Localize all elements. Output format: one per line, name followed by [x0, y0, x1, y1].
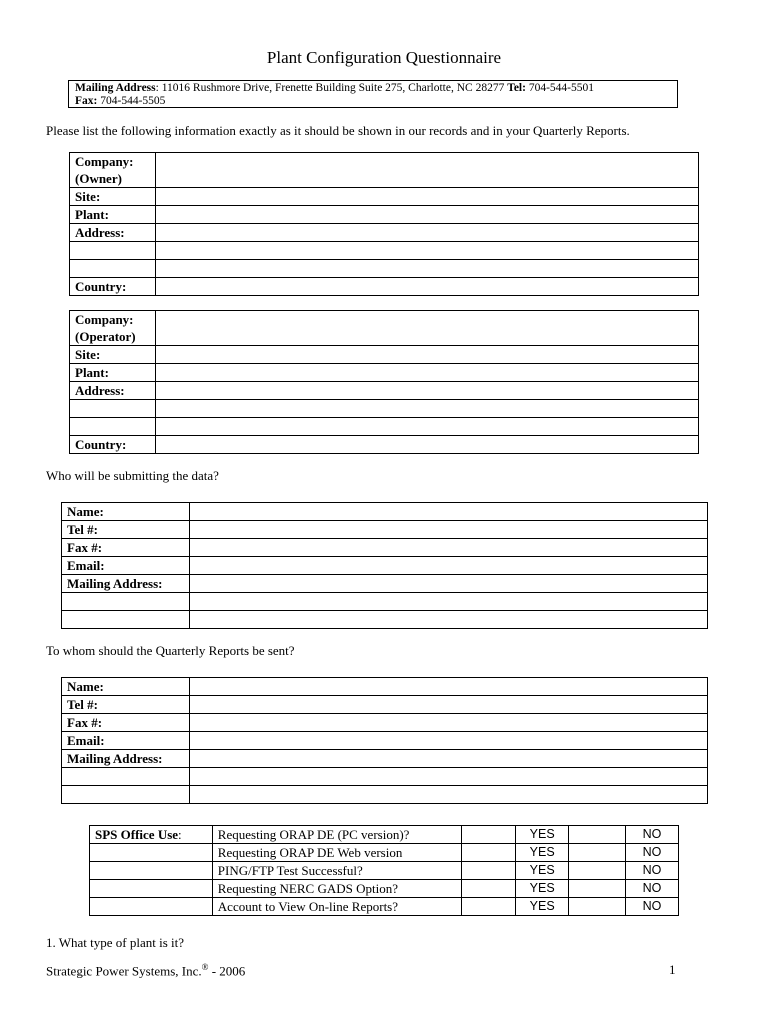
footer-year: - 2006: [208, 963, 246, 979]
table-row: [70, 206, 699, 224]
operator-address-field-3[interactable]: [156, 418, 699, 436]
table-row: [62, 678, 708, 696]
owner-address-label-blank: [70, 260, 156, 278]
table-row: [70, 418, 699, 436]
operator-company-field[interactable]: [156, 311, 699, 346]
reports-table: [61, 677, 708, 804]
table-row: [62, 503, 708, 521]
intro-text: Please list the following information exactly as it should be shown in our records and in your Quarterly Reports.: [46, 123, 630, 138]
table-row: [62, 593, 708, 611]
table-row: [70, 311, 699, 346]
submitter-mailing-field-2[interactable]: [190, 593, 708, 611]
registered-mark: ®: [201, 962, 209, 972]
owner-company-label: [70, 153, 156, 188]
reports-fax-field[interactable]: [190, 714, 708, 732]
mailing-line-2: [75, 95, 671, 108]
table-row: [62, 768, 708, 786]
owner-address-field-3[interactable]: [156, 260, 699, 278]
table-row: [62, 696, 708, 714]
owner-country-label: Country:: [70, 278, 156, 296]
table-row: [70, 224, 699, 242]
office-row-blank[interactable]: [569, 844, 626, 862]
reports-name-label: Name:: [62, 678, 190, 696]
table-row: [62, 714, 708, 732]
owner-company-text: Company:: [75, 154, 134, 169]
office-row-label: Requesting ORAP DE (PC version)?: [212, 826, 462, 844]
reports-tel-label: Tel #:: [62, 696, 190, 714]
owner-address-label: Address:: [70, 224, 156, 242]
office-blank-cell: [90, 844, 213, 862]
office-row-blank[interactable]: [462, 862, 516, 880]
operator-site-field[interactable]: [156, 346, 699, 364]
owner-company-sub: (Owner): [75, 171, 122, 186]
submitter-mailing-label-blank: [62, 611, 190, 629]
submitter-tel-field[interactable]: [190, 521, 708, 539]
operator-company-sub: (Operator): [75, 329, 136, 344]
owner-address-field-2[interactable]: [156, 242, 699, 260]
table-row: [70, 346, 699, 364]
tel-number: 704-544-5501: [525, 82, 594, 94]
question-submitter: Who will be submitting the data?: [46, 468, 219, 483]
table-row: [90, 880, 679, 898]
owner-company-field[interactable]: [156, 153, 699, 188]
operator-table: [69, 310, 699, 454]
table-row: [70, 382, 699, 400]
operator-address-field-2[interactable]: [156, 400, 699, 418]
mailing-address-text: : 11016 Rushmore Drive, Frenette Building Suite 275, Charlotte, NC 28277: [155, 82, 508, 94]
owner-address-label-blank: [70, 242, 156, 260]
operator-address-field[interactable]: [156, 382, 699, 400]
owner-country-field[interactable]: [156, 278, 699, 296]
submitter-table: [61, 502, 708, 629]
submitter-mailing-label: Mailing Address:: [62, 575, 190, 593]
table-row: [62, 732, 708, 750]
table-row: [70, 436, 699, 454]
reports-tel-field[interactable]: [190, 696, 708, 714]
office-no[interactable]: NO: [626, 862, 679, 880]
question-1: 1. What type of plant is it?: [46, 935, 185, 950]
table-row: [70, 364, 699, 382]
office-use-table: [89, 825, 679, 916]
operator-company-text: Company:: [75, 312, 134, 327]
table-row: [62, 611, 708, 629]
office-blank-cell: [90, 862, 213, 880]
page-number: 1: [669, 962, 676, 977]
owner-plant-field[interactable]: [156, 206, 699, 224]
office-no[interactable]: NO: [626, 880, 679, 898]
table-row: [62, 539, 708, 557]
fax-label: Fax:: [75, 95, 98, 107]
submitter-name-field[interactable]: [190, 503, 708, 521]
submitter-fax-label: Fax #:: [62, 539, 190, 557]
operator-plant-field[interactable]: [156, 364, 699, 382]
submitter-email-field[interactable]: [190, 557, 708, 575]
owner-table: [69, 152, 699, 296]
table-row: [62, 521, 708, 539]
table-row: [70, 188, 699, 206]
office-blank-cell: [90, 880, 213, 898]
owner-address-field[interactable]: [156, 224, 699, 242]
page-title: Plant Configuration Questionnaire: [266, 48, 502, 67]
footer: [46, 962, 245, 979]
operator-site-label: Site:: [70, 346, 156, 364]
table-row: [62, 557, 708, 575]
office-no[interactable]: NO: [626, 826, 679, 844]
question-reports: To whom should the Quarterly Reports be sent?: [46, 643, 295, 658]
owner-site-field[interactable]: [156, 188, 699, 206]
table-row: [90, 826, 679, 844]
reports-mailing-field-2[interactable]: [190, 768, 708, 786]
table-row: [70, 242, 699, 260]
office-row-label: Requesting NERC GADS Option?: [212, 880, 462, 898]
office-yes[interactable]: YES: [516, 862, 569, 880]
office-row-label: Account to View On-line Reports?: [212, 898, 462, 916]
mailing-address-label: Mailing Address: [75, 82, 156, 94]
owner-plant-label: Plant:: [70, 206, 156, 224]
reports-mailing-field-3[interactable]: [190, 786, 708, 804]
office-row-blank[interactable]: [569, 826, 626, 844]
submitter-mailing-field-3[interactable]: [190, 611, 708, 629]
office-row-blank[interactable]: [462, 826, 516, 844]
table-row: [90, 844, 679, 862]
office-no[interactable]: NO: [626, 898, 679, 916]
office-use-label: [90, 826, 213, 844]
operator-address-label-blank: [70, 418, 156, 436]
office-yes[interactable]: YES: [516, 880, 569, 898]
operator-country-field[interactable]: [156, 436, 699, 454]
office-use-label-text: SPS Office Use: [95, 827, 179, 842]
submitter-email-label: Email:: [62, 557, 190, 575]
reports-name-field[interactable]: [190, 678, 708, 696]
submitter-tel-label: Tel #:: [62, 521, 190, 539]
table-row: [70, 400, 699, 418]
office-row-label: PING/FTP Test Successful?: [212, 862, 462, 880]
reports-email-label: Email:: [62, 732, 190, 750]
reports-mailing-field[interactable]: [190, 750, 708, 768]
table-row: [70, 278, 699, 296]
table-row: [70, 153, 699, 188]
office-row-blank[interactable]: [462, 844, 516, 862]
office-no[interactable]: NO: [626, 844, 679, 862]
office-blank-cell: [90, 898, 213, 916]
submitter-fax-field[interactable]: [190, 539, 708, 557]
office-yes[interactable]: YES: [516, 844, 569, 862]
table-row: [62, 575, 708, 593]
submitter-mailing-field[interactable]: [190, 575, 708, 593]
mailing-address-box: [68, 80, 678, 108]
table-row: [70, 260, 699, 278]
office-use-colon: :: [178, 827, 182, 842]
office-yes[interactable]: YES: [516, 898, 569, 916]
office-row-blank[interactable]: [462, 880, 516, 898]
owner-site-label: Site:: [70, 188, 156, 206]
operator-address-label: Address:: [70, 382, 156, 400]
office-yes[interactable]: YES: [516, 826, 569, 844]
table-row: [62, 750, 708, 768]
operator-company-label: [70, 311, 156, 346]
table-row: [62, 786, 708, 804]
tel-label: Tel:: [507, 82, 526, 94]
operator-plant-label: Plant:: [70, 364, 156, 382]
office-row-blank[interactable]: [462, 898, 516, 916]
office-row-blank[interactable]: [569, 862, 626, 880]
operator-country-label: Country:: [70, 436, 156, 454]
reports-mailing-label-blank: [62, 768, 190, 786]
reports-email-field[interactable]: [190, 732, 708, 750]
submitter-mailing-label-blank: [62, 593, 190, 611]
reports-mailing-label: Mailing Address:: [62, 750, 190, 768]
table-row: [90, 862, 679, 880]
reports-fax-label: Fax #:: [62, 714, 190, 732]
submitter-name-label: Name:: [62, 503, 190, 521]
reports-mailing-label-blank: [62, 786, 190, 804]
mailing-line-1: [75, 82, 671, 95]
office-row-label: Requesting ORAP DE Web version: [212, 844, 462, 862]
operator-address-label-blank: [70, 400, 156, 418]
footer-company: Strategic Power Systems, Inc.: [46, 963, 202, 979]
table-row: [90, 898, 679, 916]
office-row-blank[interactable]: [569, 880, 626, 898]
fax-number: 704-544-5505: [97, 95, 166, 107]
office-row-blank[interactable]: [569, 898, 626, 916]
